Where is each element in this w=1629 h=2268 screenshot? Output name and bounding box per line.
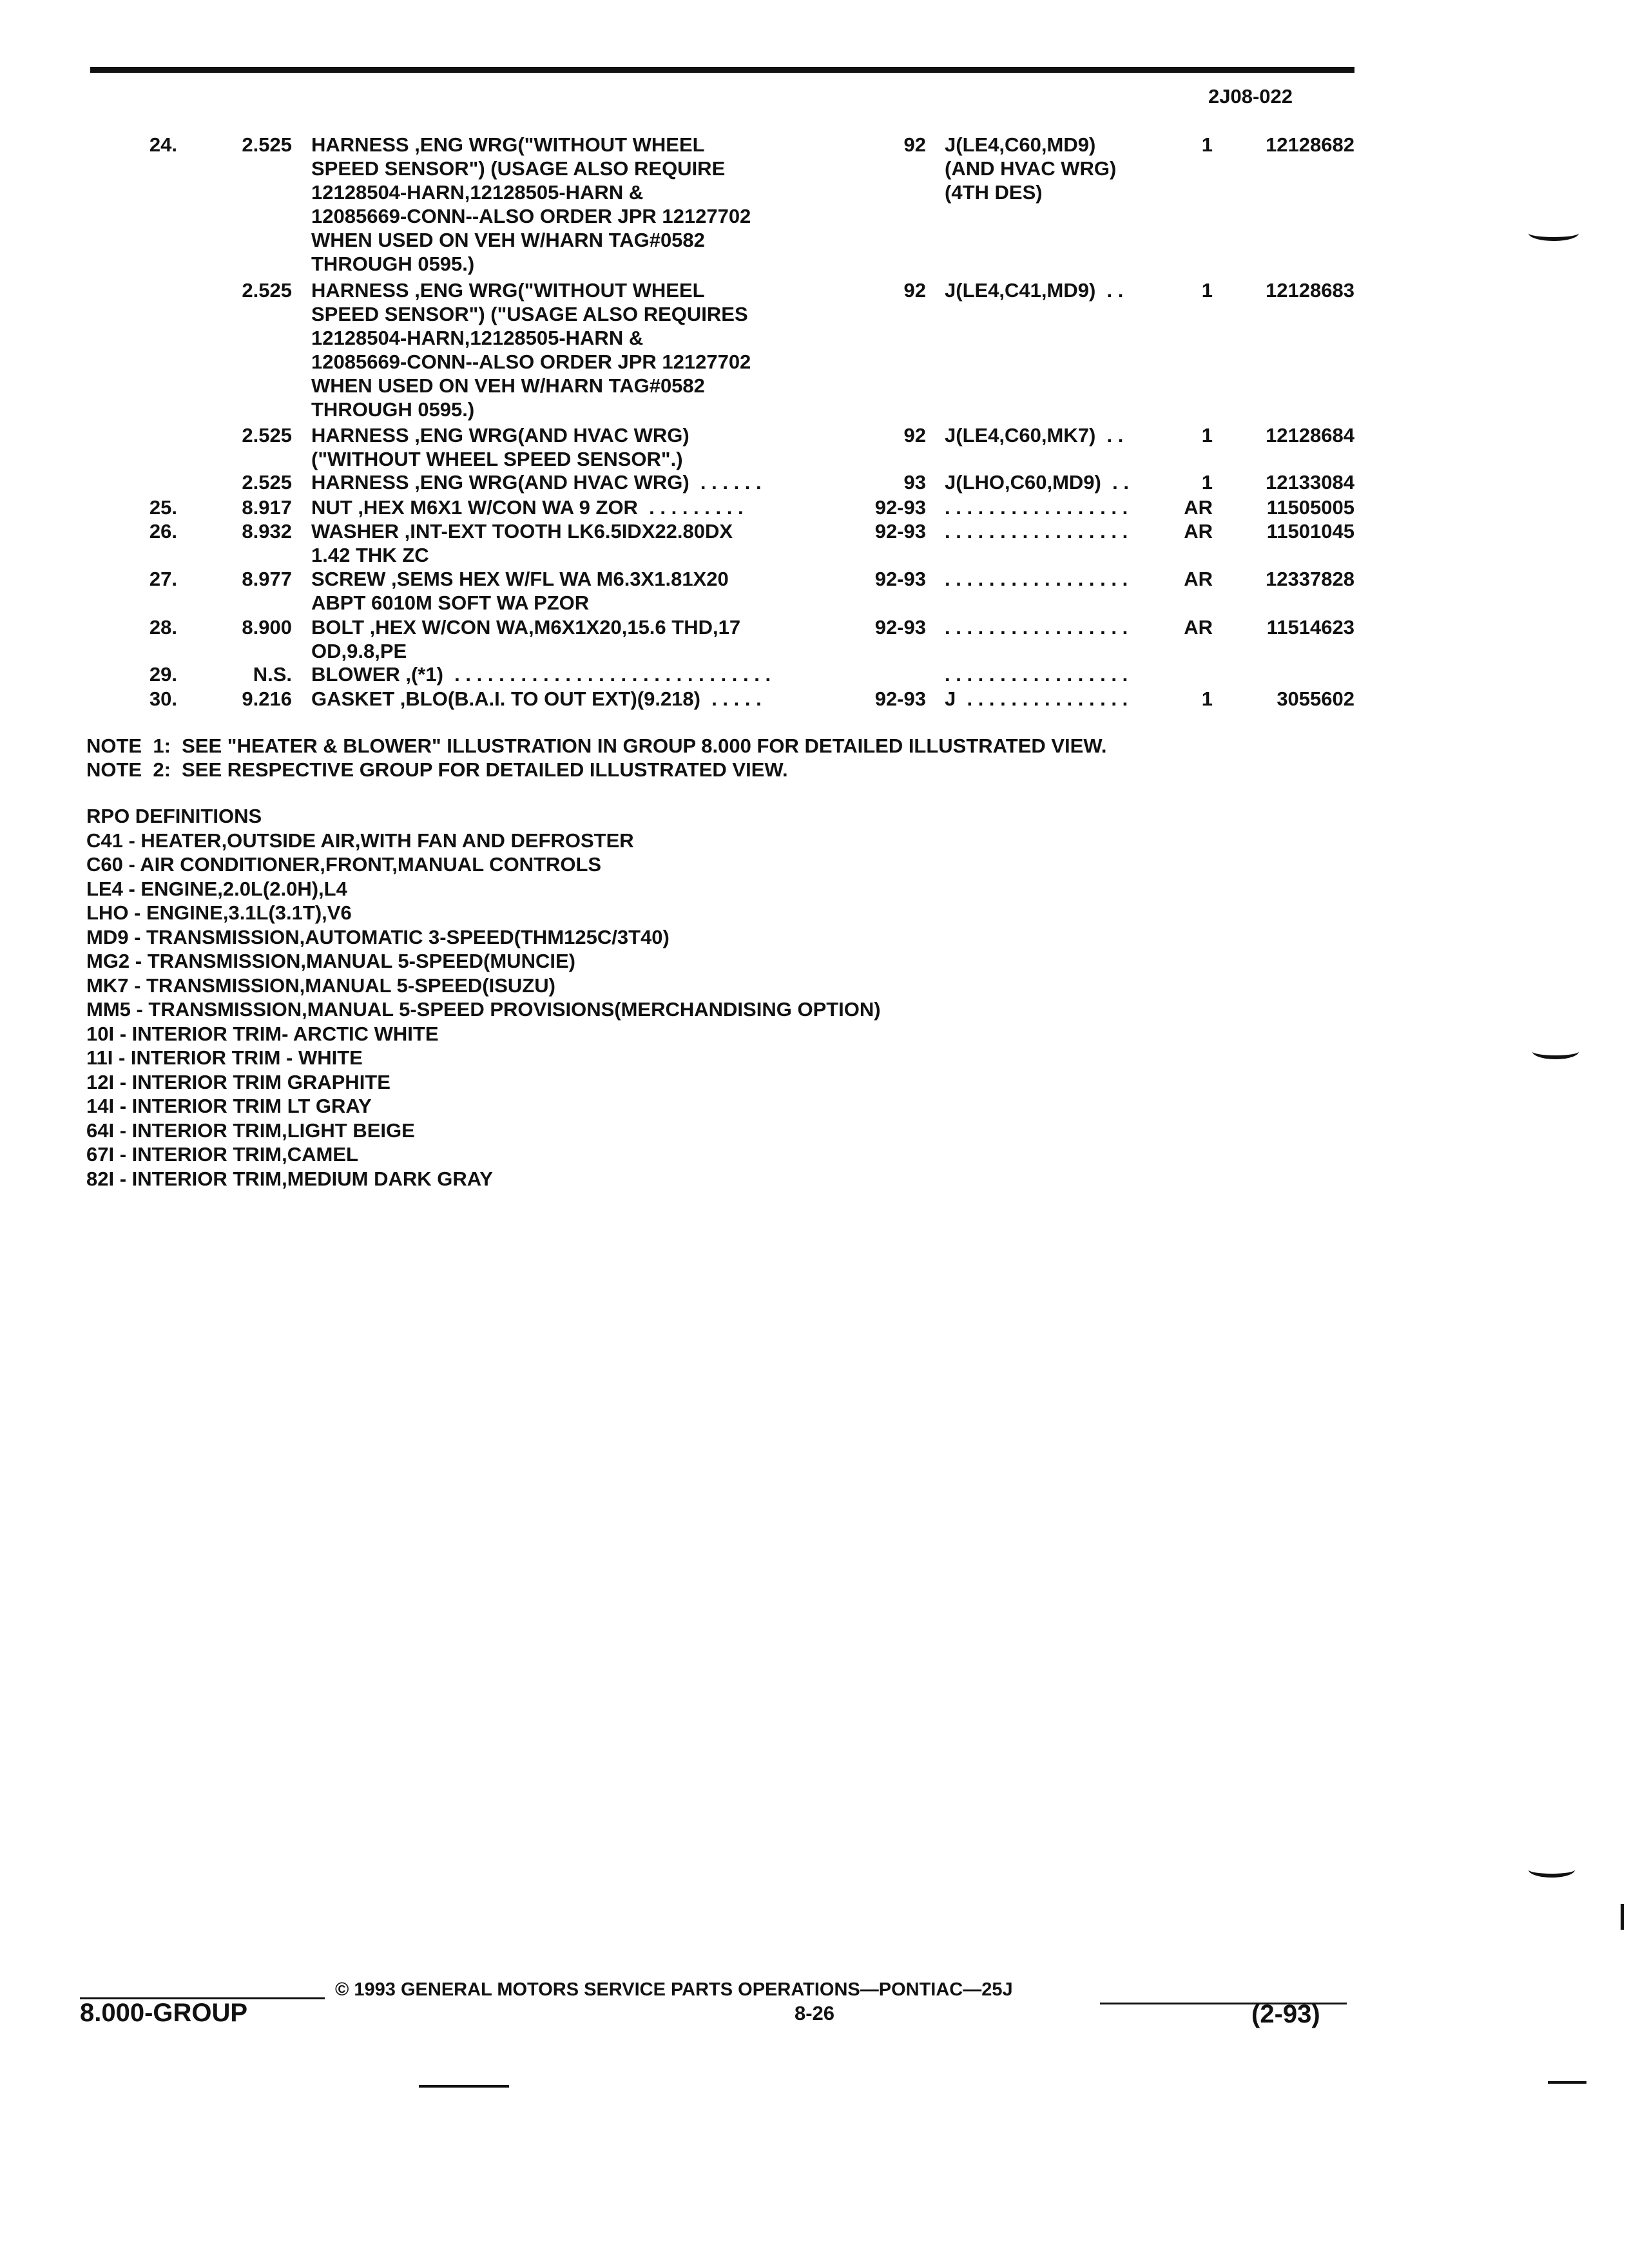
scan-mark	[1532, 1044, 1579, 1059]
part-number: 12128682	[1266, 133, 1354, 156]
reference-number: 8.932	[242, 520, 292, 543]
rpo-item: 64I - INTERIOR TRIM,LIGHT BEIGE	[86, 1119, 415, 1142]
part-number: 12128683	[1266, 279, 1354, 302]
usage	[945, 567, 1164, 591]
rpo-item: 11I - INTERIOR TRIM - WHITE	[86, 1046, 363, 1069]
rpo-item: 10I - INTERIOR TRIM- ARCTIC WHITE	[86, 1022, 439, 1045]
notes	[86, 734, 1107, 782]
description-line: THROUGH 0595.)	[311, 398, 475, 421]
part-number: 12337828	[1266, 568, 1354, 590]
top-rule	[90, 67, 1354, 73]
description-line: ("WITHOUT WHEEL SPEED SENSOR".)	[311, 448, 683, 470]
item-number: 24.	[149, 133, 177, 156]
scan-mark	[1528, 226, 1579, 241]
model-year: 92-93	[874, 520, 926, 543]
description-line: WHEN USED ON VEH W/HARN TAG#0582	[311, 229, 705, 251]
quantity: AR	[1184, 496, 1213, 519]
quantity: 1	[1201, 687, 1213, 710]
part-number: 11505005	[1266, 496, 1354, 519]
usage-line: J(LHO,C60,MD9) . .	[945, 471, 1129, 494]
footer-group: 8.000-GROUP	[80, 1999, 248, 2027]
part-number: 12133084	[1266, 471, 1354, 494]
part-number: 12128684	[1266, 424, 1354, 447]
usage-line: (4TH DES)	[945, 181, 1043, 204]
usage-line: (AND HVAC WRG)	[945, 157, 1117, 180]
item-number: 30.	[149, 687, 177, 710]
rpo-item: LE4 - ENGINE,2.0L(2.0H),L4	[86, 877, 347, 900]
description-line: 12128504-HARN,12128505-HARN &	[311, 327, 644, 349]
rpo-item: 12I - INTERIOR TRIM GRAPHITE	[86, 1070, 390, 1093]
usage-line: . . . . . . . . . . . . . . . . .	[945, 663, 1128, 686]
usage	[945, 687, 1164, 711]
description-line: BOLT ,HEX W/CON WA,M6X1X20,15.6 THD,17	[311, 616, 741, 639]
quantity: 1	[1201, 279, 1213, 302]
scan-mark	[1528, 1862, 1575, 1878]
description-line: HARNESS ,ENG WRG(AND HVAC WRG) . . . . . .	[311, 471, 762, 494]
scan-mark	[419, 2085, 509, 2088]
rpo-item: C41 - HEATER,OUTSIDE AIR,WITH FAN AND DEFROSTER	[86, 829, 634, 852]
quantity: AR	[1184, 616, 1213, 639]
description-line: 12128504-HARN,12128505-HARN &	[311, 181, 644, 204]
footer-page-number: 8-26	[794, 2002, 835, 2024]
part-description	[311, 278, 865, 421]
footer-date: (2-93)	[1251, 2000, 1320, 2028]
usage-line: . . . . . . . . . . . . . . . . .	[945, 568, 1128, 590]
reference-number: N.S.	[253, 663, 292, 686]
rpo-list	[86, 829, 881, 1191]
item-number: 29.	[149, 663, 177, 686]
rpo-item: 67I - INTERIOR TRIM,CAMEL	[86, 1143, 358, 1166]
part-description	[311, 567, 865, 615]
description-line: 12085669-CONN--ALSO ORDER JPR 12127702	[311, 351, 751, 373]
rpo-item: MG2 - TRANSMISSION,MANUAL 5-SPEED(MUNCIE)	[86, 950, 575, 972]
part-description	[311, 519, 865, 567]
model-year: 92-93	[874, 687, 926, 710]
reference-number: 2.525	[242, 424, 292, 447]
item-number: 27.	[149, 568, 177, 590]
reference-number: 2.525	[242, 133, 292, 156]
part-number: 11501045	[1266, 520, 1354, 543]
page-code: 2J08-022	[1208, 85, 1293, 108]
part-description	[311, 615, 865, 663]
usage-line: . . . . . . . . . . . . . . . . .	[945, 616, 1128, 639]
description-line: ABPT 6010M SOFT WA PZOR	[311, 591, 590, 614]
usage	[945, 519, 1164, 543]
usage	[945, 662, 1164, 686]
note-1: NOTE 1: SEE "HEATER & BLOWER" ILLUSTRATION IN GROUP 8.000 FOR DETAILED ILLUSTRATED VIEW.	[86, 735, 1107, 757]
description-line: WHEN USED ON VEH W/HARN TAG#0582	[311, 374, 705, 397]
rpo-item: 14I - INTERIOR TRIM LT GRAY	[86, 1095, 372, 1117]
rpo-item: MD9 - TRANSMISSION,AUTOMATIC 3-SPEED(THM125C/3T40)	[86, 925, 670, 948]
part-description	[311, 470, 865, 494]
rpo-item: MK7 - TRANSMISSION,MANUAL 5-SPEED(ISUZU)	[86, 974, 555, 997]
description-line: HARNESS ,ENG WRG("WITHOUT WHEEL	[311, 133, 705, 156]
description-line: SCREW ,SEMS HEX W/FL WA M6.3X1.81X20	[311, 568, 729, 590]
model-year: 92	[903, 279, 926, 302]
quantity: 1	[1201, 471, 1213, 494]
part-description	[311, 423, 865, 471]
reference-number: 9.216	[242, 687, 292, 710]
quantity: AR	[1184, 568, 1213, 590]
reference-number: 2.525	[242, 471, 292, 494]
model-year: 92	[903, 133, 926, 156]
rpo-item: LHO - ENGINE,3.1L(3.1T),V6	[86, 901, 352, 924]
part-number: 11514623	[1266, 616, 1354, 639]
description-line: GASKET ,BLO(B.A.I. TO OUT EXT)(9.218) . . . . .	[311, 687, 762, 710]
usage	[945, 615, 1164, 639]
description-line: HARNESS ,ENG WRG("WITHOUT WHEEL	[311, 279, 705, 302]
quantity: 1	[1201, 133, 1213, 156]
usage-line: . . . . . . . . . . . . . . . . .	[945, 496, 1128, 519]
usage	[945, 423, 1164, 447]
usage-line: . . . . . . . . . . . . . . . . .	[945, 520, 1128, 543]
reference-number: 8.917	[242, 496, 292, 519]
usage-line: J(LE4,C60,MK7) . .	[945, 424, 1124, 447]
reference-number: 2.525	[242, 279, 292, 302]
rpo-heading: RPO DEFINITIONS	[86, 805, 262, 827]
quantity: AR	[1184, 520, 1213, 543]
part-description	[311, 662, 865, 686]
description-line: SPEED SENSOR") ("USAGE ALSO REQUIRES	[311, 303, 748, 325]
description-line: HARNESS ,ENG WRG(AND HVAC WRG)	[311, 424, 689, 447]
model-year: 92	[903, 424, 926, 447]
item-number: 25.	[149, 496, 177, 519]
usage-line: J . . . . . . . . . . . . . . .	[945, 687, 1128, 710]
item-number: 28.	[149, 616, 177, 639]
model-year: 92-93	[874, 616, 926, 639]
description-line: OD,9.8,PE	[311, 640, 407, 662]
reference-number: 8.900	[242, 616, 292, 639]
part-description	[311, 687, 865, 711]
model-year: 92-93	[874, 568, 926, 590]
usage-line: J(LE4,C60,MD9)	[945, 133, 1096, 156]
rpo-definitions	[86, 804, 881, 1191]
usage	[945, 495, 1164, 519]
usage	[945, 470, 1164, 494]
part-number: 3055602	[1277, 687, 1354, 710]
usage	[945, 278, 1164, 302]
usage	[945, 133, 1164, 204]
part-description	[311, 133, 865, 276]
reference-number: 8.977	[242, 568, 292, 590]
model-year: 93	[903, 471, 926, 494]
model-year: 92-93	[874, 496, 926, 519]
rpo-item: 82I - INTERIOR TRIM,MEDIUM DARK GRAY	[86, 1167, 493, 1190]
description-line: THROUGH 0595.)	[311, 253, 475, 275]
item-number: 26.	[149, 520, 177, 543]
footer-copyright: © 1993 GENERAL MOTORS SERVICE PARTS OPERATIONS—PONTIAC—25J	[335, 1979, 1013, 2000]
description-line: BLOWER ,(*1) . . . . . . . . . . . . . . . . . . . . . . . . . . . . .	[311, 663, 771, 686]
scan-mark	[1548, 2081, 1586, 2084]
scan-mark	[1621, 1904, 1624, 1930]
quantity: 1	[1201, 424, 1213, 447]
part-description	[311, 495, 865, 519]
description-line: 1.42 THK ZC	[311, 544, 429, 566]
description-line: WASHER ,INT-EXT TOOTH LK6.5IDX22.80DX	[311, 520, 733, 543]
usage-line: J(LE4,C41,MD9) . .	[945, 279, 1124, 302]
description-line: 12085669-CONN--ALSO ORDER JPR 12127702	[311, 205, 751, 227]
rpo-item: C60 - AIR CONDITIONER,FRONT,MANUAL CONTROLS	[86, 853, 602, 876]
description-line: NUT ,HEX M6X1 W/CON WA 9 ZOR . . . . . . . . .	[311, 496, 744, 519]
description-line: SPEED SENSOR") (USAGE ALSO REQUIRE	[311, 157, 726, 180]
rpo-item: MM5 - TRANSMISSION,MANUAL 5-SPEED PROVISIONS(MERCHANDISING OPTION)	[86, 998, 881, 1021]
note-2: NOTE 2: SEE RESPECTIVE GROUP FOR DETAILED ILLUSTRATED VIEW.	[86, 758, 788, 781]
